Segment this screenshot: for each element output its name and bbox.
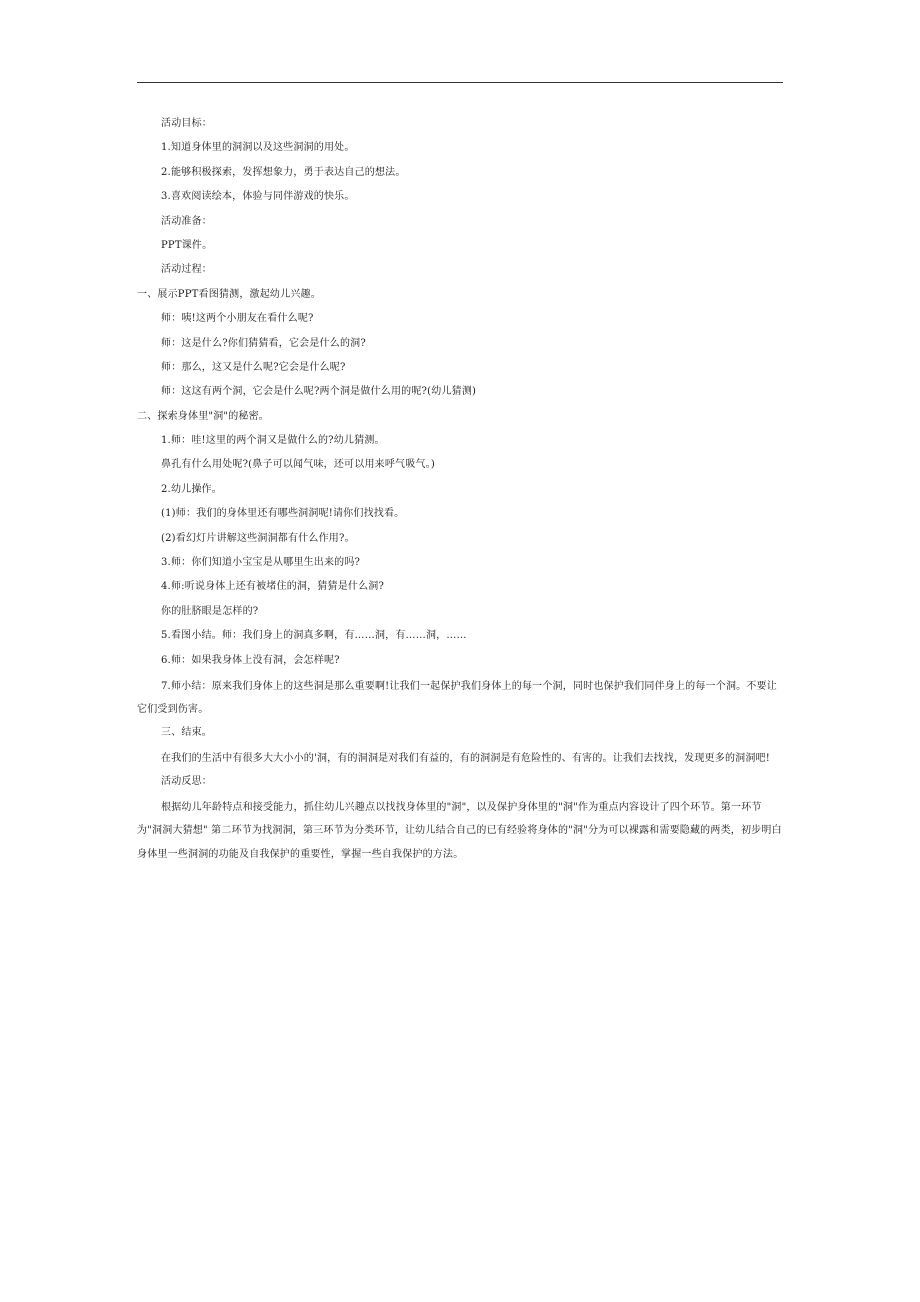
summary-paragraph: 7.师小结：原来我们身体上的这些洞是那么重要啊!让我们一起保护我们身体上的每一个洞，同时也保护我们同伴身上的每一个洞。不要让它们受到伤害。 [137, 680, 777, 716]
goal-item-2: 2.能够积极探索，发挥想象力，勇于表达自己的想法。 [161, 166, 406, 178]
heading-activity-reflection: 活动反思： [161, 775, 212, 787]
heading-activity-prep: 活动准备： [161, 215, 212, 227]
section-three-heading: 三、结束。 [161, 726, 212, 738]
dialogue-line: 师：那么，这又是什么呢?它会是什么呢? [161, 361, 346, 373]
step-item: 1.师：哇!这里的两个洞又是做什么的?幼儿猜测。 [161, 435, 385, 447]
reflection-paragraph: 根据幼儿年龄特点和接受能力，抓住幼儿兴趣点以找找身体里的"洞"，以及保护身体里的"洞"作为重点内容设计了四个环节。第一环节为"洞洞大猜想" 第二环节为找洞洞，第三环节为分类环节，让幼儿结合自己的已有经验将身体的"洞"分为可以裸露和需要隐藏的两类，初步明白身体里一些洞洞的功能及自我保护的重要性，掌握一些自我保护的方法。 [137, 801, 782, 860]
heading-activity-goals: 活动目标： [161, 118, 212, 129]
header-rule [137, 82, 783, 83]
ending-paragraph: 在我们的生活中有很多大大小小的'洞，有的洞洞是对我们有益的，有的洞洞是有危险性的、有害的。让我们去找找，发现更多的洞洞吧! [161, 753, 770, 765]
dialogue-line: 师：这这有两个洞，它会是什么呢?两个洞是做什么用的呢?(幼儿猜测) [161, 386, 477, 398]
dialogue-line: 师：这是什么?你们猜猜看，它会是什么的洞? [161, 337, 366, 349]
heading-activity-process: 活动过程： [161, 264, 212, 276]
step-item: 5.看图小结。师：我们身上的洞真多啊，有……洞，有……洞，…… [161, 630, 467, 642]
section-one-heading: 一、展示PPT看图猜测，激起幼儿兴趣。 [137, 288, 321, 300]
dialogue-line: 师：咦!这两个小朋友在看什么呢? [161, 313, 314, 325]
sub-step-item: (1)师：我们的身体里还有哪些洞洞呢!请你们找找看。 [161, 508, 405, 520]
step-item: 3.师：你们知道小宝宝是从哪里生出来的吗? [161, 557, 361, 569]
step-text: 你的肚脐眼是怎样的? [161, 605, 259, 617]
step-item: 2.幼儿操作。 [161, 483, 222, 495]
goal-item-1: 1.知道身体里的洞洞以及这些洞洞的用处。 [161, 142, 355, 154]
step-text: 鼻孔有什么用处呢?(鼻子可以闻气味，还可以用来呼气吸气。) [161, 459, 435, 471]
step-item: 6.师：如果我身体上没有洞，会怎样呢? [161, 654, 340, 666]
prep-item: PPT课件。 [161, 239, 213, 251]
section-two-heading: 二、探索身体里"洞"的秘密。 [137, 410, 269, 422]
sub-step-item: (2)看幻灯片讲解这些洞洞都有什么作用?。 [161, 532, 355, 544]
document-body [137, 114, 783, 866]
step-item: 4.师:听说身体上还有被堵住的洞，猜猜是什么洞? [161, 581, 385, 593]
goal-item-3: 3.喜欢阅读绘本，体验与同伴游戏的快乐。 [161, 191, 355, 203]
